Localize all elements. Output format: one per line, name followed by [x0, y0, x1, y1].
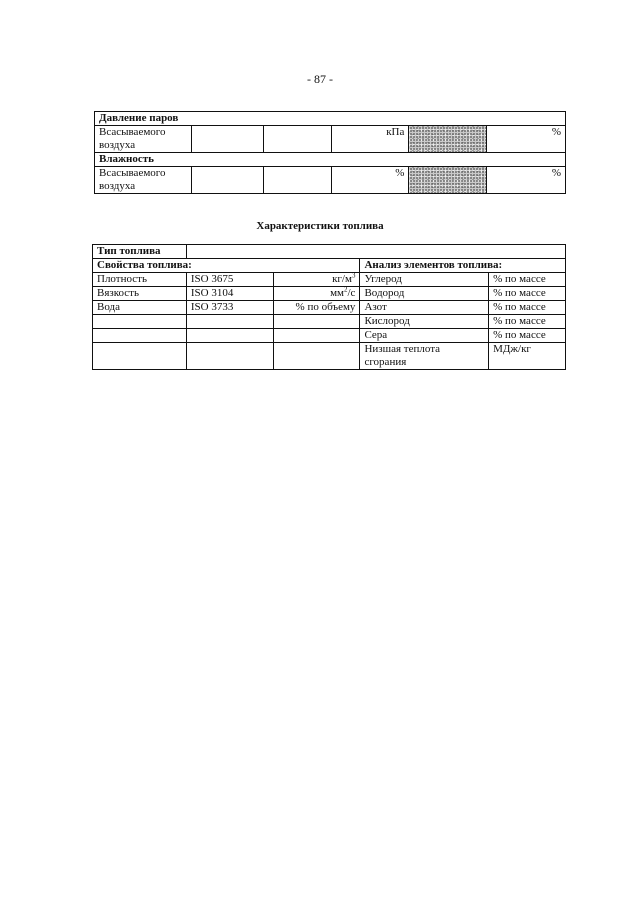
property-unit-sup: 2 — [343, 285, 348, 294]
property-unit-base: мм — [330, 287, 344, 299]
table-row — [93, 273, 566, 287]
property-unit-tail: /с — [347, 287, 356, 299]
fuel-analysis-header: Анализ элементов топлива: — [360, 259, 566, 273]
conditions-table — [94, 111, 566, 194]
empty-cell — [93, 315, 187, 329]
table-row — [93, 315, 566, 329]
empty-cell — [186, 315, 273, 329]
property-unit: % по объему — [273, 301, 360, 315]
element-unit: % по массе — [489, 273, 566, 287]
property-standard: ISO 3104 — [186, 287, 273, 301]
fuel-table — [92, 244, 566, 370]
element-unit: % по массе — [489, 301, 566, 315]
element-name: Кислород — [360, 315, 489, 329]
vapor-cell-2 — [263, 126, 331, 153]
element-unit: % по массе — [489, 315, 566, 329]
vapor-cell-1 — [191, 126, 263, 153]
property-name: Вода — [93, 301, 187, 315]
page-number: - 87 - — [307, 72, 333, 86]
property-unit-sup: 3 — [351, 271, 356, 280]
fuel-type-value — [186, 245, 565, 259]
property-standard: ISO 3675 — [186, 273, 273, 287]
property-unit-base: кг/м — [332, 273, 352, 285]
property-standard: ISO 3733 — [186, 301, 273, 315]
fuel-type-label: Тип топлива — [93, 245, 187, 259]
empty-cell — [273, 329, 360, 343]
empty-cell — [93, 329, 187, 343]
element-unit: % по массе — [489, 287, 566, 301]
humidity-cell-1 — [191, 167, 263, 194]
element-name: Сера — [360, 329, 489, 343]
element-name: Водород — [360, 287, 489, 301]
humidity-percent: % — [487, 167, 566, 194]
fuel-section-title: Характеристики топлива — [256, 220, 384, 232]
humidity-title: Влажность — [95, 153, 566, 167]
property-name: Вязкость — [93, 287, 187, 301]
element-name: Азот — [360, 301, 489, 315]
empty-cell — [93, 343, 187, 370]
humidity-redacted-cell — [409, 167, 487, 194]
empty-cell — [273, 315, 360, 329]
table-row — [93, 329, 566, 343]
element-unit: МДж/кг — [489, 343, 566, 370]
fuel-properties-header: Свойства топлива: — [93, 259, 360, 273]
humidity-unit: % — [331, 167, 409, 194]
table-row — [93, 287, 566, 301]
empty-cell — [273, 343, 360, 370]
vapor-pressure-title: Давление паров — [95, 112, 566, 126]
element-unit: % по массе — [489, 329, 566, 343]
property-name: Плотность — [93, 273, 187, 287]
humidity-cell-2 — [263, 167, 331, 194]
empty-cell — [186, 343, 273, 370]
vapor-row-label: Всасываемого воздуха — [95, 126, 192, 153]
table-row — [93, 343, 566, 370]
vapor-redacted-cell — [409, 126, 487, 153]
element-name: Углерод — [360, 273, 489, 287]
empty-cell — [186, 329, 273, 343]
humidity-row-label: Всасываемого воздуха — [95, 167, 192, 194]
vapor-unit: кПа — [331, 126, 409, 153]
property-unit — [273, 287, 360, 301]
element-name: Низшая теплота сгорания — [360, 343, 489, 370]
table-row — [93, 301, 566, 315]
vapor-percent: % — [487, 126, 566, 153]
